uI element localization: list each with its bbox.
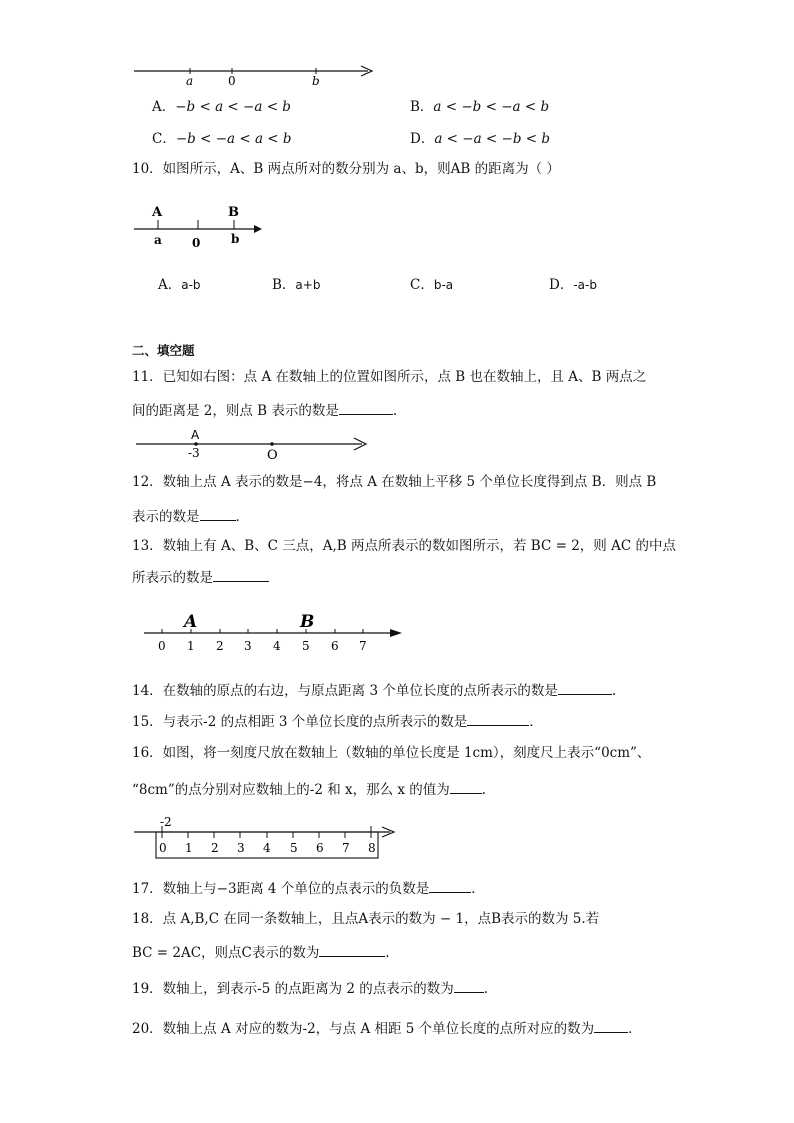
q10-option-b-text: a+b — [295, 278, 321, 292]
q10-point-A: A — [152, 205, 163, 220]
q10-label-0: 0 — [192, 236, 201, 250]
q15 — [132, 711, 543, 731]
q13-number-line — [140, 608, 410, 656]
q16-ruler-7: 7 — [342, 841, 350, 855]
q19-end: . — [483, 981, 489, 997]
q18-line2-text: BC = 2AC，则点C表示的数为 — [132, 945, 320, 961]
q13-tick-0: 0 — [158, 639, 166, 653]
q20-text: 20．数轴上点 A 对应的数为-2，与点 A 相距 5 个单位长度的点所对应的数为 — [132, 1021, 595, 1037]
q19-answer-blank[interactable] — [454, 978, 484, 993]
q9-option-b[interactable] — [410, 98, 549, 116]
q10-label-b: b — [231, 232, 240, 246]
q9-option-c[interactable] — [152, 130, 292, 148]
q9-option-d[interactable] — [410, 130, 550, 148]
q16-answer-blank[interactable] — [450, 779, 482, 794]
q16-ruler-0: 0 — [159, 841, 167, 855]
q16-label-value: -2 — [160, 815, 172, 829]
q16-end: . — [481, 782, 487, 798]
q14 — [132, 680, 616, 700]
q11-end: . — [392, 403, 398, 419]
q9-option-a-key: A． — [152, 99, 176, 115]
q12-line2 — [132, 506, 249, 526]
q9-option-b-text: a < −b < −a < b — [433, 99, 550, 115]
q9-option-a-text: −b < a < −a < b — [175, 99, 291, 115]
q16-ruler-6: 6 — [316, 841, 324, 855]
q13-answer-blank[interactable] — [213, 567, 269, 582]
q13-tick-3: 3 — [244, 639, 252, 653]
q17-answer-blank[interactable] — [429, 878, 471, 893]
q17-end: ． — [471, 881, 485, 897]
q10-option-a-key: A． — [158, 277, 182, 293]
q10-option-a-text: a-b — [181, 278, 201, 292]
q13-point-B: B — [300, 612, 315, 632]
q12-line2-text: 表示的数是 — [132, 509, 200, 525]
q12-answer-blank[interactable] — [200, 506, 236, 521]
q13-tick-5: 5 — [302, 639, 310, 653]
q13-line2 — [132, 567, 269, 587]
q19 — [132, 978, 488, 998]
q15-answer-blank[interactable] — [467, 711, 529, 726]
q18-line1: 18．点 A,B,C 在同一条数轴上，且点A表示的数为 − 1，点B表示的数为 5.若 — [132, 911, 600, 927]
q13-tick-4: 4 — [273, 639, 281, 653]
q18-line2 — [132, 942, 390, 962]
q11-number-line — [132, 426, 382, 462]
q16-ruler-5: 5 — [290, 841, 298, 855]
q13-line1: 13．数轴上有 A、B、C 三点，A,B 两点所表示的数如图所示，若 BC = 2，则 AC 的中点 — [132, 538, 676, 554]
q10-option-d-key: D． — [549, 277, 574, 293]
q9-option-d-key: D． — [410, 131, 435, 147]
q11-line2-text: 间的距离是 2，则点 B 表示的数是 — [132, 403, 339, 419]
q10-option-c-key: C． — [410, 277, 434, 293]
q10-option-a[interactable] — [158, 276, 201, 294]
q13-tick-6: 6 — [331, 639, 339, 653]
q15-text: 15．与表示-2 的点相距 3 个单位长度的点所表示的数是 — [132, 714, 468, 730]
q16-ruler-figure — [132, 812, 402, 864]
q11-point-A: A — [191, 428, 200, 442]
q17 — [132, 878, 485, 898]
q16-line1: 16．如图，将一刻度尺放在数轴上（数轴的单位长度是 1cm），刻度尺上表示“0cm”、 — [132, 745, 651, 761]
q9-option-d-text: a < −a < −b < b — [434, 131, 551, 147]
q10-option-b[interactable] — [272, 276, 320, 294]
q19-text: 19．数轴上，到表示-5 的点距离为 2 的点表示的数为 — [132, 981, 454, 997]
q11-line1: 11．已知如右图：点 A 在数轴上的位置如图所示，点 B 也在数轴上，且 A、B 两点之 — [132, 369, 647, 385]
q16-ruler-4: 4 — [263, 841, 271, 855]
q16-line2-text: “8cm”的点分别对应数轴上的-2 和 x，那么 x 的值为 — [132, 782, 450, 798]
q9-label-a: a — [186, 74, 194, 88]
q18-answer-blank[interactable] — [319, 942, 385, 957]
q13-line2-text: 所表示的数是 — [132, 570, 213, 586]
q17-text: 17．数轴上与−3距离 4 个单位的点表示的负数是 — [132, 881, 430, 897]
q16-ruler-2: 2 — [211, 841, 219, 855]
q10-stem: 10．如图所示，A、B 两点所对的数分别为 a、b，则AB 的距离为（ ） — [132, 161, 560, 177]
q10-option-c[interactable] — [410, 276, 453, 294]
q12-end: ． — [235, 509, 249, 525]
q12-line1: 12．数轴上点 A 表示的数是−4，将点 A 在数轴上平移 5 个单位长度得到点 B．则点 B — [132, 474, 657, 490]
q14-text: 14．在数轴的原点的右边，与原点距离 3 个单位长度的点所表示的数是 — [132, 683, 558, 699]
q14-end: . — [611, 683, 617, 699]
q14-answer-blank[interactable] — [558, 680, 612, 695]
q16-ruler-3: 3 — [237, 841, 245, 855]
q11-line2 — [132, 400, 397, 420]
q10-option-c-text: b-a — [433, 278, 454, 292]
q9-option-c-key: C． — [152, 131, 176, 147]
section-title: 二、填空题 — [132, 343, 195, 358]
q9-label-0: 0 — [228, 74, 236, 88]
q9-label-b: b — [312, 74, 320, 88]
q11-label-value: -3 — [188, 446, 200, 460]
q9-option-c-text: −b < −a < a < b — [175, 131, 292, 147]
q10-option-b-key: B． — [272, 277, 296, 293]
q13-tick-1: 1 — [187, 639, 195, 653]
q9-option-b-key: B． — [410, 99, 434, 115]
q10-number-line — [130, 200, 270, 252]
q10-option-d[interactable] — [549, 276, 597, 294]
q11-label-origin: O — [267, 448, 278, 462]
q20-end: ． — [628, 1021, 642, 1037]
q13-tick-2: 2 — [216, 639, 224, 653]
q16-line2 — [132, 779, 486, 799]
q15-end: ． — [529, 714, 543, 730]
q13-point-A: A — [184, 612, 198, 632]
q16-ruler-1: 1 — [185, 841, 193, 855]
q13-tick-7: 7 — [359, 639, 367, 653]
q9-option-a[interactable] — [152, 98, 291, 116]
q18-end: . — [385, 945, 390, 961]
q10-option-d-text: -a-b — [573, 278, 597, 292]
q20 — [132, 1018, 642, 1038]
q10-label-a: a — [154, 233, 162, 247]
q20-answer-blank[interactable] — [594, 1018, 628, 1033]
q11-answer-blank[interactable] — [339, 400, 393, 415]
q9-number-line — [130, 62, 380, 92]
q16-ruler-8: 8 — [368, 841, 376, 855]
q10-point-B: B — [228, 205, 239, 220]
